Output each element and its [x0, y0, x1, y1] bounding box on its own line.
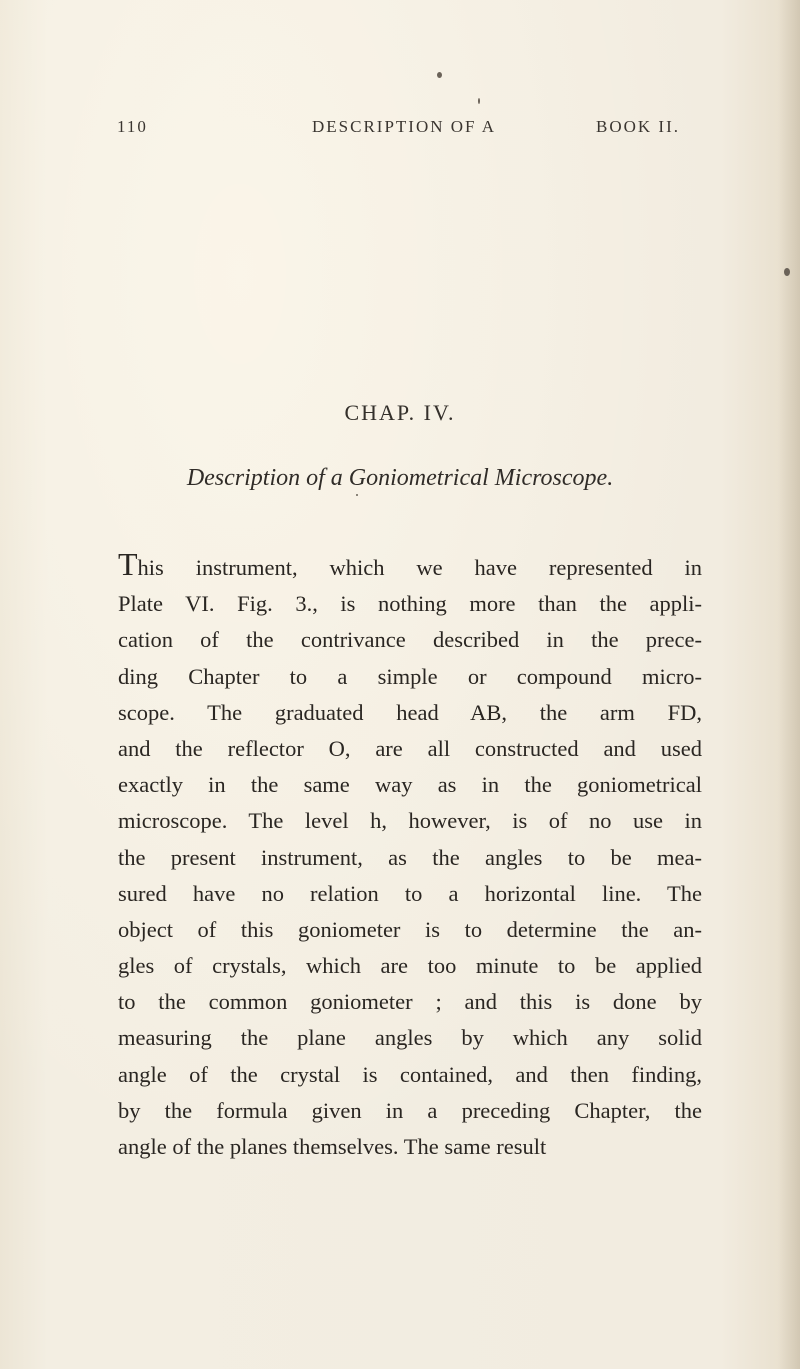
text-line: to the common goniometer ; and this is done by: [118, 989, 702, 1015]
text-line: [118, 546, 702, 586]
text-line: ding Chapter to a simple or compound micro-: [118, 663, 702, 689]
page-number: 110: [117, 117, 148, 136]
drop-cap: T: [118, 546, 138, 582]
running-head: [0, 117, 800, 147]
speck: [784, 268, 790, 276]
text-line: cation of the contrivance described in the prece-: [118, 627, 702, 653]
text-line: angle of the crystal is contained, and then finding,: [118, 1061, 702, 1087]
text-line: Plate VI. Fig. 3., is nothing more than the appli-: [118, 591, 702, 617]
speck: [356, 494, 358, 496]
book-label: BOOK II.: [596, 117, 680, 136]
text-line: object of this goniometer is to determine the an-: [118, 916, 702, 942]
text-line: microscope. The level h, however, is of no use in: [118, 808, 702, 834]
text-line: and the reflector O, are all constructed and used: [118, 735, 702, 761]
speck: [437, 72, 442, 78]
text-line-content: his instrument, which we have represented in: [137, 555, 702, 580]
text-line: by the formula given in a preceding Chapter, the: [118, 1097, 702, 1123]
text-line: angle of the planes themselves. The same result: [118, 1134, 547, 1159]
text-line: exactly in the same way as in the goniometrical: [118, 772, 702, 798]
text-line: sured have no relation to a horizontal line. The: [118, 880, 702, 906]
text-line: gles of crystals, which are too minute to be applied: [118, 953, 702, 979]
chapter-subtitle: Description of a Goniometrical Microscope.: [186, 465, 614, 491]
text-line: the present instrument, as the angles to be mea-: [118, 844, 702, 870]
speck: [478, 98, 480, 104]
text-line: measuring the plane angles by which any solid: [118, 1025, 702, 1051]
text-line: scope. The graduated head AB, the arm FD,: [118, 699, 702, 725]
body-text: [118, 546, 702, 1165]
page-edge-shadow: [778, 0, 800, 1369]
chapter-heading: CHAP. IV.: [344, 400, 456, 425]
running-title: DESCRIPTION OF A: [312, 117, 497, 136]
